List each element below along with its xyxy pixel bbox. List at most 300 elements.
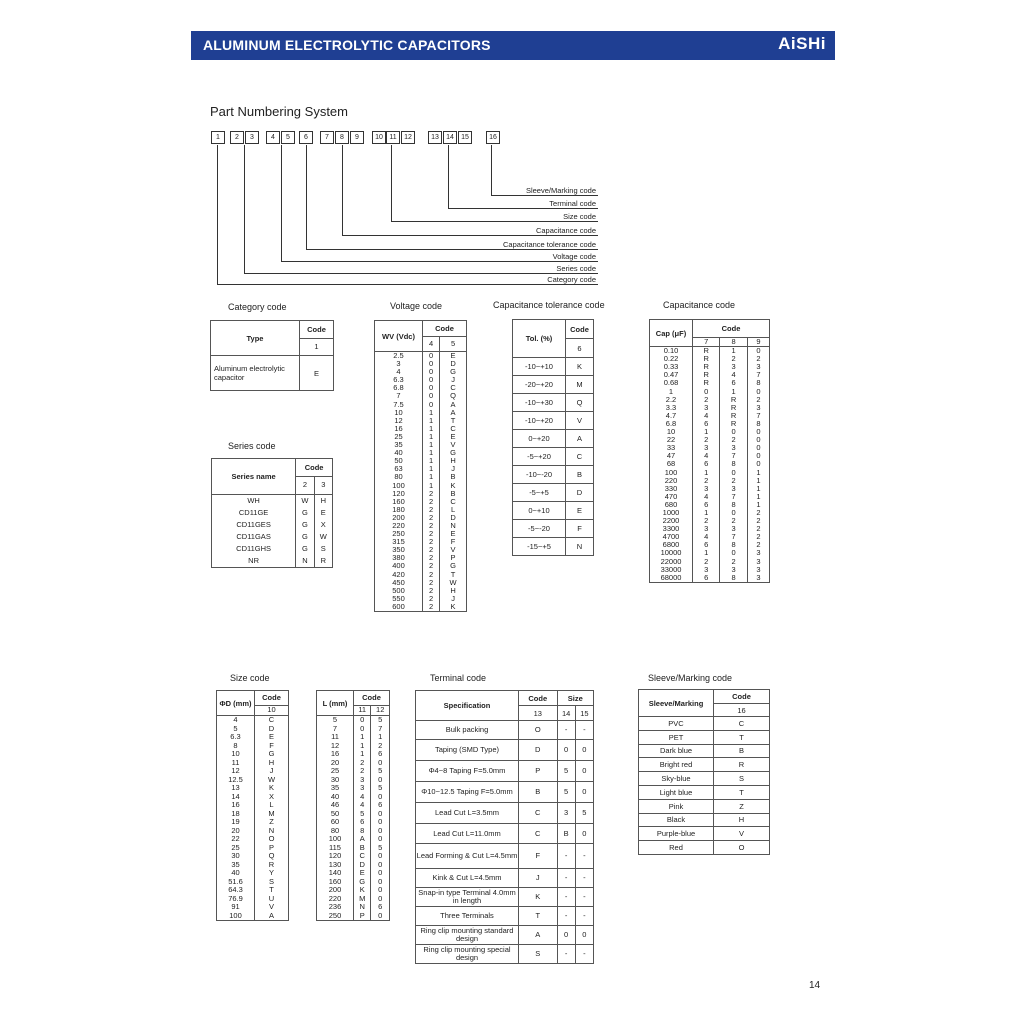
table-cell: J	[440, 465, 467, 473]
table-cell: 0	[557, 926, 575, 945]
table-cell: 0	[747, 444, 769, 452]
table-cell: 0~+20	[513, 430, 566, 448]
table-cell: D	[440, 514, 467, 522]
table-cell: 220	[650, 477, 693, 485]
table-cell: P	[354, 912, 371, 921]
table-cell: 4	[693, 452, 720, 460]
table-cell: D	[255, 725, 289, 734]
table-row	[639, 785, 770, 799]
table-cell: Lead Cut L=11.0mm	[416, 824, 519, 844]
table-row	[217, 776, 289, 785]
table-cell: 4	[693, 412, 720, 420]
table-cell: 3	[693, 525, 720, 533]
table-cell: 13	[217, 784, 255, 793]
callout-line	[244, 273, 598, 274]
table-cell: U	[255, 895, 289, 904]
table-cell: C	[519, 803, 558, 824]
table-cell: C	[354, 852, 371, 861]
table-cell: 7	[720, 452, 747, 460]
table-cell: 5	[575, 803, 593, 824]
callout-line	[391, 145, 392, 221]
table-cell: WV (Vdc)	[375, 321, 423, 352]
table-cell: 2	[423, 603, 440, 612]
table-cell: 12.5	[217, 776, 255, 785]
table-cell: Ring clip mounting standard design	[416, 926, 519, 945]
table-cell: 1	[423, 449, 440, 457]
callout-line	[244, 145, 245, 273]
digit-box: 9	[350, 131, 364, 144]
table-cell: Taping (SMD Type)	[416, 740, 519, 761]
table-row	[217, 818, 289, 827]
table-cell: V	[440, 441, 467, 449]
table-cell: Purple-blue	[639, 827, 714, 841]
table-cell: 0	[693, 388, 720, 396]
table-cell: 5	[354, 810, 371, 819]
table-cell: 5	[371, 767, 390, 776]
table-cell: Code	[714, 690, 770, 704]
voltage-title: Voltage code	[390, 301, 443, 311]
table-cell: 2	[720, 436, 747, 444]
table-cell: 330	[650, 485, 693, 493]
table-cell: 0	[747, 460, 769, 468]
table-cell: 40	[217, 869, 255, 878]
table-cell: 4	[693, 493, 720, 501]
table-cell: Code	[693, 320, 770, 338]
size-title: Size code	[230, 673, 270, 683]
table-cell: S	[255, 878, 289, 887]
table-cell: 3	[693, 444, 720, 452]
table-cell: V	[714, 827, 770, 841]
table-cell: -	[557, 945, 575, 964]
table-cell: CD11GES	[212, 519, 296, 531]
table-cell: 2.5	[375, 352, 423, 361]
table-cell: 7	[375, 392, 423, 400]
table-cell: 4	[423, 337, 440, 352]
table-cell: 0	[747, 347, 769, 356]
table-cell: 6	[720, 379, 747, 387]
table-cell: 8	[747, 379, 769, 387]
digit-box: 13	[428, 131, 442, 144]
table-cell: B	[354, 844, 371, 853]
table-cell: N	[255, 827, 289, 836]
table-cell: 46	[317, 801, 354, 810]
table-cell: Code	[300, 321, 334, 339]
table-cell: E	[440, 530, 467, 538]
table-cell: D	[519, 740, 558, 761]
table-cell: -	[575, 888, 593, 907]
table-row	[639, 813, 770, 827]
table-cell: 3	[720, 566, 747, 574]
table-cell: C	[255, 716, 289, 725]
digit-box: 4	[266, 131, 280, 144]
table-cell: X	[255, 793, 289, 802]
table-cell: 2	[423, 498, 440, 506]
table-cell: 3	[747, 566, 769, 574]
table-cell: 0	[371, 835, 390, 844]
table-cell: -	[575, 844, 593, 869]
table-cell: 7	[317, 725, 354, 734]
table-cell: Code	[354, 691, 390, 706]
table-cell: 0	[720, 549, 747, 557]
table-cell: 3	[557, 803, 575, 824]
table-cell: 19	[217, 818, 255, 827]
table-cell: M	[255, 810, 289, 819]
table-cell: 0	[575, 926, 593, 945]
table-cell: Q	[566, 394, 594, 412]
table-cell: S	[714, 772, 770, 786]
table-cell: 8	[720, 541, 747, 549]
table-cell: 2	[423, 522, 440, 530]
table-cell: 0.47	[650, 371, 693, 379]
table-cell: 1	[747, 501, 769, 509]
table-cell: D	[440, 360, 467, 368]
table-cell: 350	[375, 546, 423, 554]
table-cell: J	[440, 376, 467, 384]
table-cell: T	[519, 907, 558, 926]
table-cell: -	[575, 945, 593, 964]
table-cell: T	[440, 571, 467, 579]
table-cell: 2	[423, 546, 440, 554]
table-cell: 20	[217, 827, 255, 836]
table-cell: 2	[423, 587, 440, 595]
table-cell: 8	[217, 742, 255, 751]
table-cell: 7	[720, 493, 747, 501]
table-cell: 68000	[650, 574, 693, 583]
table-cell: 22	[650, 436, 693, 444]
table-row	[212, 519, 333, 531]
table-cell: C	[440, 425, 467, 433]
table-row	[217, 725, 289, 734]
table-row	[416, 803, 594, 824]
table-cell: 11	[217, 759, 255, 768]
table-cell: 8	[720, 460, 747, 468]
table-cell: P	[519, 761, 558, 782]
table-cell: C	[566, 448, 594, 466]
table-cell: A	[255, 912, 289, 921]
table-cell: A	[440, 409, 467, 417]
table-cell: CD11GHS	[212, 543, 296, 555]
table-cell: 4	[693, 533, 720, 541]
table-row	[217, 691, 289, 706]
table-row	[416, 844, 594, 869]
table-cell: Bright red	[639, 758, 714, 772]
table-cell: O	[519, 721, 558, 740]
table-cell: 0	[575, 824, 593, 844]
table-cell: B	[566, 466, 594, 484]
table-cell: 3	[720, 363, 747, 371]
part-numbering-title: Part Numbering System	[210, 104, 348, 119]
table-row	[217, 784, 289, 793]
table-cell: R	[693, 347, 720, 356]
table-cell: 1	[747, 469, 769, 477]
table-cell: 1	[423, 433, 440, 441]
table-row	[217, 750, 289, 759]
table-cell: -	[575, 869, 593, 888]
table-cell: WH	[212, 495, 296, 508]
table-cell: CD11GE	[212, 507, 296, 519]
table-cell: 200	[375, 514, 423, 522]
table-cell: 120	[375, 490, 423, 498]
callout-line	[491, 145, 492, 195]
table-cell: 8	[720, 501, 747, 509]
table-cell: 68	[650, 460, 693, 468]
table-cell: Series name	[212, 459, 296, 495]
table-cell: 0	[423, 352, 440, 361]
table-cell: D	[354, 861, 371, 870]
table-cell: 7	[693, 338, 720, 347]
table-cell: 0	[423, 360, 440, 368]
table-cell: 1	[423, 409, 440, 417]
table-row	[217, 903, 289, 912]
table-row	[375, 321, 467, 337]
table-cell: G	[296, 519, 314, 531]
table-cell: 16	[217, 801, 255, 810]
table-cell: 91	[217, 903, 255, 912]
table-row	[217, 844, 289, 853]
table-row	[375, 603, 467, 612]
table-cell: 6	[693, 460, 720, 468]
table-cell: 47	[650, 452, 693, 460]
table-cell: A	[566, 430, 594, 448]
table-row	[650, 320, 770, 338]
table-cell: 2	[720, 558, 747, 566]
table-cell: Tol. (%)	[513, 320, 566, 358]
table-cell: 5	[557, 761, 575, 782]
table-cell: A	[440, 401, 467, 409]
table-cell: Light blue	[639, 785, 714, 799]
table-cell: 2	[720, 355, 747, 363]
table-cell: 100	[375, 482, 423, 490]
table-cell: 0	[371, 895, 390, 904]
table-row	[416, 761, 594, 782]
table-cell: 1	[423, 457, 440, 465]
part-field-label: Series code	[556, 264, 596, 273]
table-cell: Specification	[416, 691, 519, 721]
table-cell: 1	[371, 733, 390, 742]
series-table	[211, 458, 333, 568]
table-cell: N	[440, 522, 467, 530]
table-row	[513, 538, 594, 556]
callout-line	[281, 261, 598, 262]
table-cell: -	[557, 721, 575, 740]
digit-box: 1	[211, 131, 225, 144]
table-cell: 0	[371, 810, 390, 819]
table-cell: 2	[747, 533, 769, 541]
table-row	[639, 717, 770, 731]
table-cell: Y	[255, 869, 289, 878]
table-row	[639, 841, 770, 855]
table-row	[217, 793, 289, 802]
table-cell: 7	[747, 412, 769, 420]
table-cell: 64.3	[217, 886, 255, 895]
digit-box: 10	[372, 131, 386, 144]
table-cell: 25	[317, 767, 354, 776]
table-cell: L (mm)	[317, 691, 354, 716]
table-cell: 25	[217, 844, 255, 853]
table-cell: -15~+5	[513, 538, 566, 556]
table-row	[217, 801, 289, 810]
table-cell: 7	[747, 371, 769, 379]
table-row	[416, 782, 594, 803]
table-cell: -	[557, 907, 575, 926]
table-row	[212, 507, 333, 519]
header-banner	[191, 31, 835, 60]
callout-line	[342, 145, 343, 235]
table-cell: A	[519, 926, 558, 945]
sleeve-table	[638, 689, 770, 855]
table-cell: R	[720, 412, 747, 420]
table-cell: 51.6	[217, 878, 255, 887]
table-cell: 1	[423, 425, 440, 433]
table-row	[639, 744, 770, 758]
table-cell: 500	[375, 587, 423, 595]
table-cell: 0	[557, 740, 575, 761]
table-cell: 2	[720, 517, 747, 525]
table-cell: 0	[720, 509, 747, 517]
table-cell: 3	[693, 566, 720, 574]
table-cell: 0	[747, 388, 769, 396]
table-cell: 4	[720, 371, 747, 379]
table-row	[639, 730, 770, 744]
table-row	[639, 772, 770, 786]
table-cell: 1	[423, 441, 440, 449]
page-number: 14	[809, 980, 821, 991]
table-cell: 3	[354, 776, 371, 785]
table-cell: 2	[423, 554, 440, 562]
table-cell: Bulk packing	[416, 721, 519, 740]
table-cell: 5	[371, 716, 390, 725]
table-cell: 1	[693, 469, 720, 477]
callout-line	[448, 208, 598, 209]
table-cell: R	[714, 758, 770, 772]
table-row	[217, 852, 289, 861]
table-cell: -10~+10	[513, 358, 566, 376]
table-cell: 2200	[650, 517, 693, 525]
table-cell: Black	[639, 813, 714, 827]
table-cell: Lead Forming & Cut L=4.5mm	[416, 844, 519, 869]
table-cell: 220	[317, 895, 354, 904]
table-cell: 0	[720, 469, 747, 477]
table-cell: 12	[375, 417, 423, 425]
table-cell: 8	[720, 338, 747, 347]
table-cell: 3	[693, 485, 720, 493]
part-field-label: Sleeve/Marking code	[525, 186, 596, 195]
table-cell: Snap-in type Terminal 4.0mm in length	[416, 888, 519, 907]
table-cell: W	[314, 531, 332, 543]
table-cell: Q	[440, 392, 467, 400]
digit-box: 3	[245, 131, 259, 144]
table-cell: 0	[371, 869, 390, 878]
table-cell: 50	[375, 457, 423, 465]
table-cell: V	[440, 546, 467, 554]
table-cell: Cap (μF)	[650, 320, 693, 347]
table-cell: Code	[255, 691, 289, 706]
table-cell: 100	[217, 912, 255, 921]
table-cell: 1	[354, 733, 371, 742]
table-cell: 3	[354, 784, 371, 793]
table-cell: 3	[720, 444, 747, 452]
table-row	[513, 430, 594, 448]
table-cell: 3.3	[650, 404, 693, 412]
table-cell: 35	[217, 861, 255, 870]
size-diameter-table	[216, 690, 289, 921]
table-cell: 1	[354, 742, 371, 751]
callout-line	[217, 284, 598, 285]
table-cell: 2	[747, 509, 769, 517]
table-row	[212, 459, 333, 477]
table-cell: 1	[693, 509, 720, 517]
table-cell: 2	[423, 595, 440, 603]
table-cell: 2	[423, 514, 440, 522]
part-field-label: Terminal code	[549, 199, 596, 208]
table-cell: H	[440, 457, 467, 465]
table-cell: 3	[314, 477, 332, 495]
table-cell: D	[566, 484, 594, 502]
table-cell: 22	[217, 835, 255, 844]
table-cell: Q	[255, 852, 289, 861]
table-cell: E	[566, 502, 594, 520]
table-cell: K	[440, 603, 467, 612]
table-cell: -10~+30	[513, 394, 566, 412]
callout-line	[306, 249, 598, 250]
table-cell: 1	[747, 493, 769, 501]
digit-box: 7	[320, 131, 334, 144]
table-cell: 160	[375, 498, 423, 506]
table-cell: W	[296, 495, 314, 508]
table-cell: 0	[371, 878, 390, 887]
table-cell: H	[714, 813, 770, 827]
table-row	[212, 543, 333, 555]
table-cell: N	[296, 555, 314, 568]
table-cell: -	[557, 888, 575, 907]
table-cell: 6	[566, 339, 594, 358]
capacitance-table	[649, 319, 770, 583]
table-cell: R	[314, 555, 332, 568]
table-cell: J	[440, 595, 467, 603]
table-cell: 2	[747, 541, 769, 549]
table-cell: 3	[720, 525, 747, 533]
table-row	[416, 869, 594, 888]
table-cell: 5	[217, 725, 255, 734]
table-row	[416, 888, 594, 907]
table-cell: 5	[440, 337, 467, 352]
table-row	[416, 907, 594, 926]
table-cell: 0	[354, 716, 371, 725]
table-cell: 2	[423, 571, 440, 579]
table-row	[513, 466, 594, 484]
table-cell: F	[255, 742, 289, 751]
table-cell: 13	[519, 706, 558, 721]
table-cell: 1	[650, 388, 693, 396]
table-cell: 4	[354, 801, 371, 810]
table-cell: 115	[317, 844, 354, 853]
callout-line	[217, 145, 218, 284]
table-cell: 140	[317, 869, 354, 878]
table-row	[513, 412, 594, 430]
table-cell: CD11GAS	[212, 531, 296, 543]
table-cell: 2	[423, 579, 440, 587]
part-field-label: Capacitance tolerance code	[503, 240, 596, 249]
table-cell: 1	[423, 473, 440, 481]
table-cell: 200	[317, 886, 354, 895]
table-cell: Kink & Cut L=4.5mm	[416, 869, 519, 888]
table-cell: G	[255, 750, 289, 759]
table-cell: 6800	[650, 541, 693, 549]
table-row	[317, 912, 390, 921]
table-cell: 0	[371, 827, 390, 836]
table-cell: P	[255, 844, 289, 853]
table-cell: 5	[557, 782, 575, 803]
